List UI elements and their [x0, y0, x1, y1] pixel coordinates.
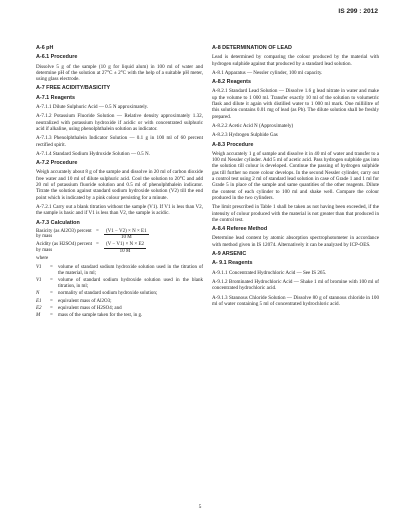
- formula-acidity-fraction: [104, 242, 146, 254]
- formula-acidity-label: Acidity (as H2SO4) percent by mass: [36, 242, 92, 253]
- variable-equals: =: [50, 305, 53, 311]
- para-a72: Weigh accurately about 8 g of the sample and dissolve in 20 ml of carbon dioxide free water and 10 ml of dilute sulphuric acid. Cool the solution to 20°C and add 20 ml of potassium fluoride solution and 0.5 ml of phenolphthalein indicator. Titrate the solution against standard sodium hydroxide solution (V2) till the end point which is indicated by a pink colour persisting for a minute.: [36, 169, 203, 201]
- page-number: 5: [198, 504, 202, 510]
- variable-symbol: N: [36, 291, 40, 297]
- formula-acidity-denominator: 10 M: [119, 248, 131, 254]
- heading-a83: A-8.3 Procedure: [212, 141, 254, 148]
- variable-equals: =: [50, 298, 53, 304]
- para-a721: A-7.2.1 Carry out a blank titration without the sample (V1). If V1 is less than V2, the sample is basic and if V1 is less than V2, the sample is acidic.: [36, 203, 203, 217]
- variable-definition: [36, 265, 203, 277]
- variable-definition: [36, 278, 203, 290]
- para-a81: A-8.1 Apparatus — Nessler cylinder, 100 ml capacity.: [212, 69, 323, 76]
- variable-description: volume of standard sodium hydroxide solution used in the blank titration, in ml;: [58, 277, 203, 290]
- para-a83-limit: The limit prescribed in Table 1 shall be taken as not having been exceeded, if the intensity of colour produced with the material is not greater than that produced in the control test.: [212, 204, 379, 223]
- heading-a91: A- 9.1 Reagents: [212, 260, 253, 267]
- formula-basicity-denominator: 10 M: [120, 235, 132, 241]
- heading-a61: A-6.1 Procedure: [36, 54, 78, 61]
- variable-equals: =: [50, 264, 53, 270]
- left-column: [36, 42, 203, 320]
- variable-equals: =: [50, 277, 53, 283]
- variable-definition: [36, 306, 203, 312]
- variable-description: equivalent mass of H2SO4; and: [58, 305, 122, 311]
- para-a714: A-7.1.4 Standard Sodium Hydroxide Solution — 0.5 N.: [36, 150, 150, 157]
- variable-symbol: M: [36, 312, 41, 318]
- heading-a7: A-7 FREE ACIDITY/BASICITY: [36, 85, 111, 92]
- formula-basicity: [36, 229, 203, 241]
- heading-a82: A-8.2 Reagents: [212, 79, 251, 86]
- formula-basicity-fraction: [104, 229, 149, 241]
- heading-a71: A-7.1 Reagents: [36, 94, 75, 101]
- variable-symbol: V1: [36, 264, 42, 270]
- formula-basicity-equals: =: [96, 228, 99, 234]
- heading-a6: A-6 pH: [36, 45, 54, 51]
- variable-description: volume of standard sodium hydroxide solution used in the titration of the material, in ml;: [58, 264, 203, 276]
- para-a713: A-7.1.3 Phenolphthalein Indicator Solution — 0.1 g in 100 ml of 60 percent rectified spirit.: [36, 135, 203, 148]
- variable-symbol: E1: [36, 298, 42, 304]
- para-a83: Weigh accurately 1 g of sample and dissolve it in 40 ml of water and transfer to a 100 ml Nessler cylinder. Add 5 ml of acetic acid. Pass hydrogen sulphide gas into the solution till colour is developed. Continue the passing of hydrogen sulphide gas till further no more colour develops. In the second Nessler cylinder, carry out a control test using 2 ml of standard lead solution in case of Grade 1 and 1 ml for Grade 5 in place of the sample and same quantities of the other reagents. Dilute the content of each cylinder to 100 ml and shake well. Compare the colour produced in the two cylinders.: [212, 150, 379, 201]
- variable-description: normality of standard sodium hydroxide solution;: [58, 291, 158, 297]
- para-a61: Dissolve 5 g of the sample (10 g for liquid alum) in 100 ml of water and determine pH of the solution at 27°C ± 2°C with the help of a suitable pH meter, using glass electrode.: [36, 63, 203, 83]
- heading-a72: A-7.2 Procedure: [36, 160, 78, 167]
- para-a711: A-7.1.1 Dilute Sulphuric Acid — 0.5 N approximately.: [36, 104, 149, 111]
- para-a822: A-8.2.2 Acetic Acid N (Approximately): [212, 122, 294, 129]
- para-a911: A-9.1.1 Concentrated Hydrochloric Acid — See IS 265.: [212, 269, 327, 276]
- heading-a9: A-9 ARSENIC: [212, 251, 247, 258]
- heading-a73: A-7.3 Calculation: [36, 219, 80, 226]
- para-a823: A-8.2.3 Hydrogen Sulphide Gas: [212, 132, 278, 139]
- standard-number: IS 299 : 2012: [338, 8, 378, 15]
- formula-acidity: [36, 242, 203, 254]
- heading-a84: A-8.4 Referee Method: [212, 226, 268, 233]
- where-label: where: [36, 256, 49, 262]
- variable-description: equivalent mass of Al2O3;: [58, 298, 112, 304]
- formula-basicity-label: Basicity (as Al2O3) percent by mass: [36, 228, 92, 240]
- variable-symbol: E2: [36, 305, 42, 311]
- para-a821: A-8.2.1 Standard Lead Solution — Dissolve 1.6 g lead nitrate in water and make up the volume to 1 000 ml. Transfer exactly 10 ml of the solution to volumetric flask and dilute it again with distilled water to 1 000 ml mark. One millilitre of this solution contains 0.01 mg of lead (as Pb). The dilute solution shall be freshly prepared.: [212, 88, 379, 120]
- variable-equals: =: [50, 312, 53, 318]
- para-a913: A-9.1.3 Stannous Chloride Solution — Dissolve 80 g of stannous chloride in 100 ml of water containing 5 ml of concentrated hydrochloric acid.: [212, 294, 379, 307]
- variable-description: mass of the sample taken for the test, in g.: [58, 312, 143, 318]
- variable-definition: [36, 299, 203, 305]
- formula-basicity-numerator: (V1 − V2) × N × E1: [106, 228, 147, 234]
- para-a84: Determine lead content by atomic absorption spectrophotometer in accordance with method given in IS 12074. Alternatively it can be analyzed by ICP-OES.: [212, 235, 379, 248]
- para-a912: A-9.1.2 Brominated Hydrochloric Acid — Shake 1 ml of bromine with 100 ml of concentrated hydrochloric acid.: [212, 278, 379, 292]
- heading-a8: A-8 DETERMINATION OF LEAD: [212, 45, 292, 51]
- para-a712: A-7.1.2 Potassium Fluoride Solution — Relative density approximately 1.32, neutralized with potassium hydroxide if acidic or with concentrated sulphuric acid if alkaline, using phenolphthalein solution as indicator.: [36, 113, 203, 132]
- formula-acidity-numerator: (V − V1) × N × E2: [106, 242, 144, 248]
- variable-equals: =: [50, 291, 53, 297]
- variable-symbol: V1: [36, 277, 42, 283]
- formula-acidity-equals: =: [96, 242, 99, 248]
- right-column: [212, 42, 379, 310]
- para-a8: Lead is determined by comparing the colour produced by the material with hydrogen sulphide against that produced by a standard lead solution.: [212, 54, 379, 67]
- variable-definition: [36, 291, 203, 297]
- variable-definition: [36, 313, 203, 319]
